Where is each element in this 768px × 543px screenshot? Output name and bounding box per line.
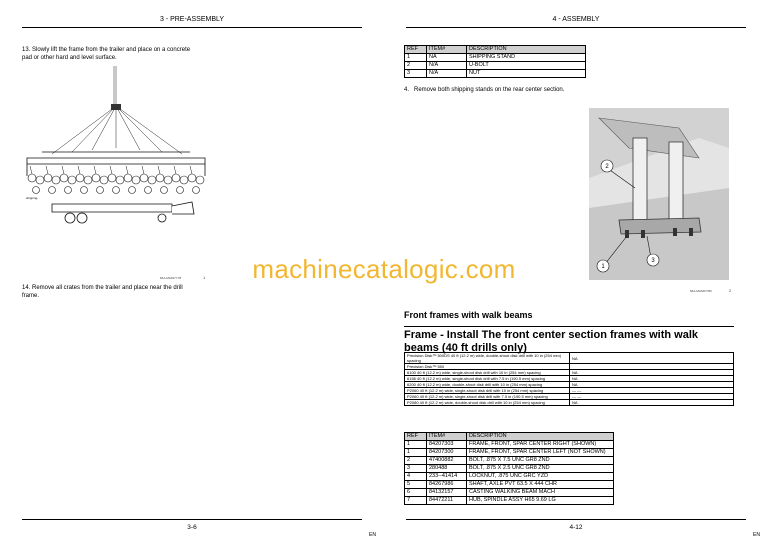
cell-ref: 1 <box>405 54 427 62</box>
callout-2: 2 <box>605 164 609 170</box>
cell-item: 47400882 <box>427 457 467 465</box>
table-row <box>405 449 614 457</box>
table-row <box>405 489 614 497</box>
cell-item: 84207303 <box>427 441 467 449</box>
model-name: Precision Disk™ 550 <box>405 364 570 370</box>
left-page-footer <box>22 519 376 538</box>
step-4 <box>404 86 576 94</box>
cell-description: HUB, SPINDLE ASSY H65 9.69 LG <box>467 497 614 505</box>
table-row <box>405 70 586 78</box>
model-status: NA <box>570 400 734 406</box>
table-header-row <box>405 46 586 54</box>
cell-description: FRAME, FRONT, SPAR CENTER LEFT (NOT SHOWN) <box>467 449 614 457</box>
section-title: Front frames with walk beams <box>404 310 533 320</box>
table-row <box>405 54 586 62</box>
cell-description: SHIPPING STAND <box>467 54 586 62</box>
left-figure-number: 1 <box>203 275 206 280</box>
right-language-code: EN <box>753 532 760 538</box>
model-name: 6156 40 ft (12.2 m) wide, single-shoot disk drill with 7.5 in (190.5 mm) spacing <box>405 376 570 382</box>
table-row <box>405 62 586 70</box>
drill-lift-illustration <box>22 66 210 268</box>
model-name: 6200 40 ft (12.2 m) wide, double-shoot disk drill with 10 in (254 mm) spacing <box>405 382 570 388</box>
table-header-row <box>405 433 614 441</box>
step-13-text: Slowly lift the frame from the trailer and place on a concrete pad or other hard and level surface. <box>22 47 191 61</box>
callout-1: 1 <box>601 264 605 270</box>
left-page-header: 3 - PRE-ASSEMBLY <box>22 16 362 28</box>
step-13 <box>22 46 192 62</box>
col-description: DESCRIPTION <box>467 46 586 54</box>
cell-item: 233--41414 <box>427 473 467 481</box>
right-figure-number: 2 <box>729 288 732 293</box>
shipping-stand-parts-table <box>404 45 586 78</box>
fig-small-label: shipping- <box>26 196 39 200</box>
watermark: machinecatalogic.com <box>252 254 516 284</box>
right-page-footer <box>406 519 760 538</box>
model-status: NA <box>570 382 734 388</box>
step-14 <box>22 284 197 300</box>
cell-item: N/A <box>427 70 467 78</box>
cell-description: FRAME, FRONT, SPAR CENTER RIGHT (SHOWN) <box>467 441 614 449</box>
table-row <box>405 465 614 473</box>
model-name: 6100 40 ft (12.2 m) wide, single-shoot disk drill with 10 in (254 mm) spacing <box>405 370 570 376</box>
right-page-header: 4 - ASSEMBLY <box>406 16 746 28</box>
right-page-number: 4-12 <box>569 524 583 531</box>
left-language-code: EN <box>369 532 376 538</box>
cell-description: BOLT, .875 X 7.5 UNC GR8 ZND <box>467 457 614 465</box>
cell-item: 280488 <box>427 465 467 473</box>
table-row <box>405 473 614 481</box>
left-page-number: 3-6 <box>187 524 197 531</box>
table-row <box>405 457 614 465</box>
col-ref: REF <box>405 433 427 441</box>
model-row <box>405 353 734 364</box>
model-status: NA <box>570 370 734 376</box>
cell-ref: 6 <box>405 489 427 497</box>
cell-description: SHAFT, AXLE PVT 63.5 X 444 CHR <box>467 481 614 489</box>
cell-ref: 1 <box>405 441 427 449</box>
cell-ref: 2 <box>405 62 427 70</box>
front-frame-parts-table <box>404 432 614 505</box>
col-description: DESCRIPTION <box>467 433 614 441</box>
col-item: ITEM# <box>427 433 467 441</box>
table-row <box>405 441 614 449</box>
table-row <box>405 497 614 505</box>
model-name: P2060 40 ft (12.2 m) wide, single-shoot disk drill with 7.5 in (190.5 mm) spacing <box>405 394 570 400</box>
step-13-number: 13. <box>22 47 31 53</box>
cell-description: NUT <box>467 70 586 78</box>
cell-description: BOLT, .875 X 2.5 UNC GR8 ZND <box>467 465 614 473</box>
cell-ref: 7 <box>405 497 427 505</box>
cell-ref: 2 <box>405 457 427 465</box>
left-figure-code: 84A-M2A67Y78 <box>160 276 182 280</box>
cell-item: 84132157 <box>427 489 467 497</box>
model-status: — — <box>570 388 734 394</box>
step-4-number: 4. <box>404 87 410 93</box>
cell-description: LOCKNUT, .875 UNC GRC YZD <box>467 473 614 481</box>
cell-item: 84472211 <box>427 497 467 505</box>
model-applicability-table <box>404 352 734 406</box>
model-name: P2080 40 ft (12.2 m) wide, double-shoot disk drill with 10 in (254 mm) spacing <box>405 400 570 406</box>
cell-ref: 3 <box>405 70 427 78</box>
cell-ref: 4 <box>405 473 427 481</box>
callout-3: 3 <box>651 258 655 264</box>
right-figure-code: 84A-M2A6F7M0 <box>690 289 712 293</box>
step-4-text: Remove both shipping stands on the rear center section. <box>414 87 565 93</box>
cell-item: 84207300 <box>427 449 467 457</box>
model-name: P2060 40 ft (12.2 m) wide, single-shoot disk drill with 10 in (254 mm) spacing <box>405 388 570 394</box>
cell-ref: 5 <box>405 481 427 489</box>
model-status: — — <box>570 394 734 400</box>
model-row <box>405 400 734 406</box>
cell-description: CASTING WALKING BEAM MACH <box>467 489 614 497</box>
cell-ref: 3 <box>405 465 427 473</box>
col-item: ITEM# <box>427 46 467 54</box>
cell-ref: 1 <box>405 449 427 457</box>
step-14-number: 14. <box>22 285 31 291</box>
model-status: NA <box>570 376 734 382</box>
table-row <box>405 481 614 489</box>
procedure-title: Frame - Install The front center section frames with walk beams (40 ft drills only) <box>404 326 734 355</box>
col-ref: REF <box>405 46 427 54</box>
model-status: NA <box>570 353 734 364</box>
model-name: Precision Disk™ 500DS 40 ft (12.2 m) wide, double-shoot disk drill with 10 in (254 mm) spacing <box>405 353 570 364</box>
cell-item: N/A <box>427 62 467 70</box>
step-14-text: Remove all crates from the trailer and place near the drill frame. <box>22 285 183 299</box>
cell-description: U-BOLT <box>467 62 586 70</box>
cell-item: NA <box>427 54 467 62</box>
cell-item: 84267986 <box>427 481 467 489</box>
